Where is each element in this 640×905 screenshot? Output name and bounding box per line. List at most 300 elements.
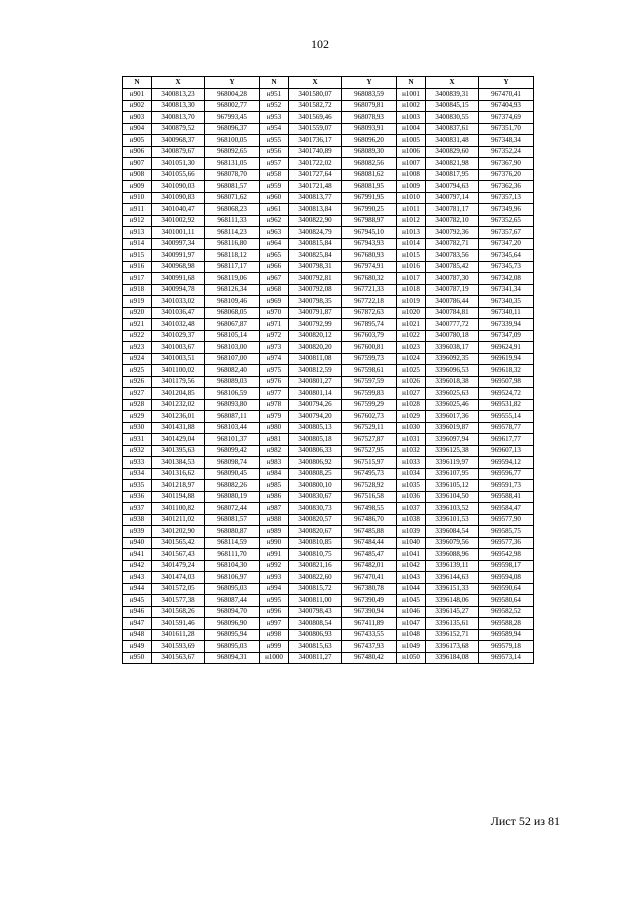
x-coordinate-cell: 3396107,95 xyxy=(426,468,479,480)
table-row xyxy=(123,537,534,549)
x-coordinate-cell: 3401100,82 xyxy=(152,503,205,515)
point-id-cell: н983 xyxy=(260,457,289,469)
point-id-cell: н1050 xyxy=(397,652,426,664)
point-id-cell: н1000 xyxy=(260,652,289,664)
x-coordinate-cell: 3400792,08 xyxy=(289,284,342,296)
x-coordinate-cell: 3401563,67 xyxy=(152,652,205,664)
point-id-cell: н963 xyxy=(260,227,289,239)
y-coordinate-cell: 967943,93 xyxy=(342,238,397,250)
table-row xyxy=(123,181,534,193)
x-coordinate-cell: 3400994,78 xyxy=(152,284,205,296)
point-id-cell: н946 xyxy=(123,606,152,618)
point-id-cell: н989 xyxy=(260,526,289,538)
point-id-cell: н930 xyxy=(123,422,152,434)
x-coordinate-cell: 3400815,72 xyxy=(289,583,342,595)
x-coordinate-cell: 3401384,53 xyxy=(152,457,205,469)
y-coordinate-cell: 967411,89 xyxy=(342,618,397,630)
y-coordinate-cell: 968095,94 xyxy=(205,629,260,641)
x-coordinate-cell: 3400821,98 xyxy=(426,158,479,170)
point-id-cell: н941 xyxy=(123,549,152,561)
x-coordinate-cell: 3401721,48 xyxy=(289,181,342,193)
y-coordinate-cell: 967872,63 xyxy=(342,307,397,319)
point-id-cell: н1038 xyxy=(397,514,426,526)
point-id-cell: н1001 xyxy=(397,89,426,101)
x-coordinate-cell: 3400831,48 xyxy=(426,135,479,147)
point-id-cell: н1045 xyxy=(397,595,426,607)
table-row xyxy=(123,146,534,158)
table-row xyxy=(123,376,534,388)
point-id-cell: н982 xyxy=(260,445,289,457)
column-header: X xyxy=(426,77,479,89)
table-row xyxy=(123,215,534,227)
point-id-cell: н925 xyxy=(123,365,152,377)
x-coordinate-cell: 3400811,27 xyxy=(289,652,342,664)
point-id-cell: н931 xyxy=(123,434,152,446)
x-coordinate-cell: 3400824,79 xyxy=(289,227,342,239)
point-id-cell: н924 xyxy=(123,353,152,365)
table-row xyxy=(123,238,534,250)
point-id-cell: н950 xyxy=(123,652,152,664)
y-coordinate-cell: 967362,36 xyxy=(479,181,534,193)
y-coordinate-cell: 969584,47 xyxy=(479,503,534,515)
x-coordinate-cell: 3396125,38 xyxy=(426,445,479,457)
point-id-cell: н1031 xyxy=(397,434,426,446)
x-coordinate-cell: 3400968,37 xyxy=(152,135,205,147)
table-row xyxy=(123,204,534,216)
y-coordinate-cell: 967527,87 xyxy=(342,434,397,446)
point-id-cell: н918 xyxy=(123,284,152,296)
x-coordinate-cell: 3401572,05 xyxy=(152,583,205,595)
y-coordinate-cell: 969531,82 xyxy=(479,399,534,411)
point-id-cell: н948 xyxy=(123,629,152,641)
table-row xyxy=(123,353,534,365)
x-coordinate-cell: 3401722,02 xyxy=(289,158,342,170)
y-coordinate-cell: 967485,47 xyxy=(342,549,397,561)
point-id-cell: н1027 xyxy=(397,388,426,400)
table-row xyxy=(123,169,534,181)
x-coordinate-cell: 3396084,54 xyxy=(426,526,479,538)
y-coordinate-cell: 968081,57 xyxy=(205,514,260,526)
point-id-cell: н1046 xyxy=(397,606,426,618)
x-coordinate-cell: 3400797,14 xyxy=(426,192,479,204)
y-coordinate-cell: 968098,74 xyxy=(205,457,260,469)
x-coordinate-cell: 3400786,44 xyxy=(426,296,479,308)
point-id-cell: н966 xyxy=(260,261,289,273)
column-header: N xyxy=(397,77,426,89)
x-coordinate-cell: 3396135,61 xyxy=(426,618,479,630)
x-coordinate-cell: 3401003,51 xyxy=(152,353,205,365)
x-coordinate-cell: 3400808,25 xyxy=(289,468,342,480)
point-id-cell: н1048 xyxy=(397,629,426,641)
x-coordinate-cell: 3400787,19 xyxy=(426,284,479,296)
y-coordinate-cell: 968114,59 xyxy=(205,537,260,549)
y-coordinate-cell: 968081,62 xyxy=(342,169,397,181)
y-coordinate-cell: 968081,95 xyxy=(342,181,397,193)
x-coordinate-cell: 3401568,26 xyxy=(152,606,205,618)
point-id-cell: н979 xyxy=(260,411,289,423)
column-header: X xyxy=(289,77,342,89)
point-id-cell: н962 xyxy=(260,215,289,227)
y-coordinate-cell: 969580,64 xyxy=(479,595,534,607)
point-id-cell: н932 xyxy=(123,445,152,457)
point-id-cell: н1024 xyxy=(397,353,426,365)
x-coordinate-cell: 3396101,53 xyxy=(426,514,479,526)
x-coordinate-cell: 3400968,98 xyxy=(152,261,205,273)
point-id-cell: н944 xyxy=(123,583,152,595)
point-id-cell: н959 xyxy=(260,181,289,193)
x-coordinate-cell: 3400801,14 xyxy=(289,388,342,400)
point-id-cell: н917 xyxy=(123,273,152,285)
point-id-cell: н939 xyxy=(123,526,152,538)
column-header: N xyxy=(260,77,289,89)
y-coordinate-cell: 968131,05 xyxy=(205,158,260,170)
y-coordinate-cell: 968095,03 xyxy=(205,641,260,653)
y-coordinate-cell: 968081,57 xyxy=(205,181,260,193)
point-id-cell: н1029 xyxy=(397,411,426,423)
point-id-cell: н984 xyxy=(260,468,289,480)
x-coordinate-cell: 3396104,50 xyxy=(426,491,479,503)
table-row xyxy=(123,135,534,147)
column-header: X xyxy=(152,77,205,89)
y-coordinate-cell: 967367,90 xyxy=(479,158,534,170)
point-id-cell: н942 xyxy=(123,560,152,572)
y-coordinate-cell: 968089,03 xyxy=(205,376,260,388)
x-coordinate-cell: 3400782,71 xyxy=(426,238,479,250)
x-coordinate-cell: 3401727,64 xyxy=(289,169,342,181)
y-coordinate-cell: 967988,97 xyxy=(342,215,397,227)
y-coordinate-cell: 967945,10 xyxy=(342,227,397,239)
x-coordinate-cell: 3396139,11 xyxy=(426,560,479,572)
point-id-cell: н997 xyxy=(260,618,289,630)
x-coordinate-cell: 3396025,46 xyxy=(426,399,479,411)
y-coordinate-cell: 967339,94 xyxy=(479,319,534,331)
x-coordinate-cell: 3396018,38 xyxy=(426,376,479,388)
y-coordinate-cell: 967380,78 xyxy=(342,583,397,595)
y-coordinate-cell: 968094,31 xyxy=(205,652,260,664)
point-id-cell: н985 xyxy=(260,480,289,492)
point-id-cell: н910 xyxy=(123,192,152,204)
x-coordinate-cell: 3400792,36 xyxy=(426,227,479,239)
y-coordinate-cell: 967498,55 xyxy=(342,503,397,515)
x-coordinate-cell: 3401569,46 xyxy=(289,112,342,124)
y-coordinate-cell: 968082,40 xyxy=(205,365,260,377)
y-coordinate-cell: 967348,34 xyxy=(479,135,534,147)
table-row xyxy=(123,365,534,377)
x-coordinate-cell: 3400997,34 xyxy=(152,238,205,250)
y-coordinate-cell: 967482,01 xyxy=(342,560,397,572)
point-id-cell: н961 xyxy=(260,204,289,216)
point-id-cell: н911 xyxy=(123,204,152,216)
y-coordinate-cell: 967470,41 xyxy=(479,89,534,101)
point-id-cell: н1030 xyxy=(397,422,426,434)
y-coordinate-cell: 968087,44 xyxy=(205,595,260,607)
y-coordinate-cell: 968105,14 xyxy=(205,330,260,342)
y-coordinate-cell: 967528,92 xyxy=(342,480,397,492)
table-row xyxy=(123,123,534,135)
x-coordinate-cell: 3400805,18 xyxy=(289,434,342,446)
table-row xyxy=(123,468,534,480)
x-coordinate-cell: 3401194,88 xyxy=(152,491,205,503)
y-coordinate-cell: 967470,41 xyxy=(342,572,397,584)
point-id-cell: н958 xyxy=(260,169,289,181)
table-row xyxy=(123,480,534,492)
x-coordinate-cell: 3396105,12 xyxy=(426,480,479,492)
point-id-cell: н905 xyxy=(123,135,152,147)
y-coordinate-cell: 967527,95 xyxy=(342,445,397,457)
point-id-cell: н954 xyxy=(260,123,289,135)
point-id-cell: н955 xyxy=(260,135,289,147)
point-id-cell: н1021 xyxy=(397,319,426,331)
x-coordinate-cell: 3400783,56 xyxy=(426,250,479,262)
x-coordinate-cell: 3401100,02 xyxy=(152,365,205,377)
x-coordinate-cell: 3396097,94 xyxy=(426,434,479,446)
point-id-cell: н907 xyxy=(123,158,152,170)
table-row xyxy=(123,629,534,641)
point-id-cell: н968 xyxy=(260,284,289,296)
x-coordinate-cell: 3396088,96 xyxy=(426,549,479,561)
y-coordinate-cell: 967485,88 xyxy=(342,526,397,538)
point-id-cell: н1015 xyxy=(397,250,426,262)
table-row xyxy=(123,261,534,273)
x-coordinate-cell: 3400991,68 xyxy=(152,273,205,285)
y-coordinate-cell: 968072,44 xyxy=(205,503,260,515)
x-coordinate-cell: 3400825,84 xyxy=(289,250,342,262)
point-id-cell: н1008 xyxy=(397,169,426,181)
x-coordinate-cell: 3401090,03 xyxy=(152,181,205,193)
x-coordinate-cell: 3400812,59 xyxy=(289,365,342,377)
x-coordinate-cell: 3401090,83 xyxy=(152,192,205,204)
y-coordinate-cell: 968109,46 xyxy=(205,296,260,308)
y-coordinate-cell: 968117,17 xyxy=(205,261,260,273)
x-coordinate-cell: 3396079,56 xyxy=(426,537,479,549)
point-id-cell: н1037 xyxy=(397,503,426,515)
table-row xyxy=(123,273,534,285)
x-coordinate-cell: 3401032,48 xyxy=(152,319,205,331)
point-id-cell: н935 xyxy=(123,480,152,492)
y-coordinate-cell: 968114,23 xyxy=(205,227,260,239)
table-row xyxy=(123,514,534,526)
point-id-cell: н914 xyxy=(123,238,152,250)
x-coordinate-cell: 3401474,03 xyxy=(152,572,205,584)
table-row xyxy=(123,158,534,170)
y-coordinate-cell: 967345,64 xyxy=(479,250,534,262)
x-coordinate-cell: 3400815,84 xyxy=(289,238,342,250)
x-coordinate-cell: 3400781,17 xyxy=(426,204,479,216)
y-coordinate-cell: 968099,42 xyxy=(205,445,260,457)
point-id-cell: н1011 xyxy=(397,204,426,216)
x-coordinate-cell: 3400792,99 xyxy=(289,319,342,331)
point-id-cell: н960 xyxy=(260,192,289,204)
x-coordinate-cell: 3400830,55 xyxy=(426,112,479,124)
point-id-cell: н990 xyxy=(260,537,289,549)
coordinates-table xyxy=(122,76,534,664)
y-coordinate-cell: 969588,41 xyxy=(479,491,534,503)
y-coordinate-cell: 969607,13 xyxy=(479,445,534,457)
y-coordinate-cell: 969596,77 xyxy=(479,468,534,480)
x-coordinate-cell: 3401029,37 xyxy=(152,330,205,342)
point-id-cell: н940 xyxy=(123,537,152,549)
x-coordinate-cell: 3400813,30 xyxy=(152,100,205,112)
point-id-cell: н1012 xyxy=(397,215,426,227)
x-coordinate-cell: 3401582,72 xyxy=(289,100,342,112)
x-coordinate-cell: 3400879,67 xyxy=(152,146,205,158)
y-coordinate-cell: 969589,94 xyxy=(479,629,534,641)
point-id-cell: н1041 xyxy=(397,549,426,561)
point-id-cell: н991 xyxy=(260,549,289,561)
point-id-cell: н994 xyxy=(260,583,289,595)
point-id-cell: н999 xyxy=(260,641,289,653)
y-coordinate-cell: 967374,69 xyxy=(479,112,534,124)
x-coordinate-cell: 3396144,63 xyxy=(426,572,479,584)
point-id-cell: н987 xyxy=(260,503,289,515)
x-coordinate-cell: 3400822,90 xyxy=(289,215,342,227)
point-id-cell: н986 xyxy=(260,491,289,503)
point-id-cell: н965 xyxy=(260,250,289,262)
x-coordinate-cell: 3401033,02 xyxy=(152,296,205,308)
x-coordinate-cell: 3396103,52 xyxy=(426,503,479,515)
x-coordinate-cell: 3400780,18 xyxy=(426,330,479,342)
y-coordinate-cell: 968087,11 xyxy=(205,411,260,423)
x-coordinate-cell: 3400801,27 xyxy=(289,376,342,388)
y-coordinate-cell: 969624,91 xyxy=(479,342,534,354)
x-coordinate-cell: 3400800,10 xyxy=(289,480,342,492)
point-id-cell: н945 xyxy=(123,595,152,607)
y-coordinate-cell: 968111,70 xyxy=(205,549,260,561)
y-coordinate-cell: 968067,87 xyxy=(205,319,260,331)
y-coordinate-cell: 967990,25 xyxy=(342,204,397,216)
y-coordinate-cell: 969577,36 xyxy=(479,537,534,549)
y-coordinate-cell: 967721,33 xyxy=(342,284,397,296)
y-coordinate-cell: 967603,79 xyxy=(342,330,397,342)
x-coordinate-cell: 3396119,97 xyxy=(426,457,479,469)
x-coordinate-cell: 3400829,60 xyxy=(426,146,479,158)
y-coordinate-cell: 968068,05 xyxy=(205,307,260,319)
x-coordinate-cell: 3396148,06 xyxy=(426,595,479,607)
y-coordinate-cell: 967680,93 xyxy=(342,250,397,262)
x-coordinate-cell: 3400820,57 xyxy=(289,514,342,526)
point-id-cell: н915 xyxy=(123,250,152,262)
x-coordinate-cell: 3401218,97 xyxy=(152,480,205,492)
point-id-cell: н972 xyxy=(260,330,289,342)
x-coordinate-cell: 3400794,26 xyxy=(289,399,342,411)
table-row xyxy=(123,652,534,664)
table-row xyxy=(123,284,534,296)
x-coordinate-cell: 3400991,97 xyxy=(152,250,205,262)
table-row xyxy=(123,296,534,308)
x-coordinate-cell: 3401479,24 xyxy=(152,560,205,572)
point-id-cell: н921 xyxy=(123,319,152,331)
y-coordinate-cell: 969577,90 xyxy=(479,514,534,526)
y-coordinate-cell: 969591,73 xyxy=(479,480,534,492)
point-id-cell: н973 xyxy=(260,342,289,354)
x-coordinate-cell: 3401003,67 xyxy=(152,342,205,354)
y-coordinate-cell: 967484,44 xyxy=(342,537,397,549)
point-id-cell: н1009 xyxy=(397,181,426,193)
y-coordinate-cell: 967895,74 xyxy=(342,319,397,331)
x-coordinate-cell: 3401565,42 xyxy=(152,537,205,549)
y-coordinate-cell: 967599,29 xyxy=(342,399,397,411)
table-row xyxy=(123,641,534,653)
x-coordinate-cell: 3400787,30 xyxy=(426,273,479,285)
point-id-cell: н933 xyxy=(123,457,152,469)
point-id-cell: н1032 xyxy=(397,445,426,457)
x-coordinate-cell: 3400813,23 xyxy=(152,89,205,101)
y-coordinate-cell: 969588,28 xyxy=(479,618,534,630)
x-coordinate-cell: 3400821,16 xyxy=(289,560,342,572)
y-coordinate-cell: 967390,94 xyxy=(342,606,397,618)
x-coordinate-cell: 3396038,17 xyxy=(426,342,479,354)
point-id-cell: н1003 xyxy=(397,112,426,124)
point-id-cell: н1019 xyxy=(397,296,426,308)
point-id-cell: н975 xyxy=(260,365,289,377)
point-id-cell: н969 xyxy=(260,296,289,308)
x-coordinate-cell: 3400810,85 xyxy=(289,537,342,549)
y-coordinate-cell: 968100,05 xyxy=(205,135,260,147)
y-coordinate-cell: 967486,70 xyxy=(342,514,397,526)
point-id-cell: н943 xyxy=(123,572,152,584)
point-id-cell: н974 xyxy=(260,353,289,365)
point-id-cell: н981 xyxy=(260,434,289,446)
x-coordinate-cell: 3400798,35 xyxy=(289,296,342,308)
point-id-cell: н1047 xyxy=(397,618,426,630)
x-coordinate-cell: 3400830,73 xyxy=(289,503,342,515)
page-number: 102 xyxy=(311,37,329,51)
x-coordinate-cell: 3401740,89 xyxy=(289,146,342,158)
point-id-cell: н926 xyxy=(123,376,152,388)
y-coordinate-cell: 969555,14 xyxy=(479,411,534,423)
table-row xyxy=(123,491,534,503)
table-row xyxy=(123,192,534,204)
x-coordinate-cell: 3401202,90 xyxy=(152,526,205,538)
point-id-cell: н1006 xyxy=(397,146,426,158)
x-coordinate-cell: 3396184,08 xyxy=(426,652,479,664)
table-row xyxy=(123,319,534,331)
x-coordinate-cell: 3400798,43 xyxy=(289,606,342,618)
y-coordinate-cell: 968119,06 xyxy=(205,273,260,285)
point-id-cell: н1017 xyxy=(397,273,426,285)
x-coordinate-cell: 3400811,08 xyxy=(289,353,342,365)
point-id-cell: н1034 xyxy=(397,468,426,480)
point-id-cell: н1007 xyxy=(397,158,426,170)
y-coordinate-cell: 967600,81 xyxy=(342,342,397,354)
point-id-cell: н988 xyxy=(260,514,289,526)
point-id-cell: н1026 xyxy=(397,376,426,388)
y-coordinate-cell: 969618,32 xyxy=(479,365,534,377)
point-id-cell: н1025 xyxy=(397,365,426,377)
y-coordinate-cell: 967357,13 xyxy=(479,192,534,204)
x-coordinate-cell: 3400845,15 xyxy=(426,100,479,112)
x-coordinate-cell: 3400785,42 xyxy=(426,261,479,273)
x-coordinate-cell: 3401611,28 xyxy=(152,629,205,641)
y-coordinate-cell: 967376,20 xyxy=(479,169,534,181)
column-header: Y xyxy=(205,77,260,89)
y-coordinate-cell: 968118,12 xyxy=(205,250,260,262)
y-coordinate-cell: 968083,59 xyxy=(342,89,397,101)
x-coordinate-cell: 3401036,47 xyxy=(152,307,205,319)
point-id-cell: н956 xyxy=(260,146,289,158)
table-row xyxy=(123,445,534,457)
table-row xyxy=(123,388,534,400)
y-coordinate-cell: 968082,56 xyxy=(342,158,397,170)
y-coordinate-cell: 968101,37 xyxy=(205,434,260,446)
x-coordinate-cell: 3400820,67 xyxy=(289,526,342,538)
x-coordinate-cell: 3400794,63 xyxy=(426,181,479,193)
x-coordinate-cell: 3401395,63 xyxy=(152,445,205,457)
x-coordinate-cell: 3400815,63 xyxy=(289,641,342,653)
x-coordinate-cell: 3401040,47 xyxy=(152,204,205,216)
table-header-row xyxy=(123,77,534,89)
table-row xyxy=(123,112,534,124)
